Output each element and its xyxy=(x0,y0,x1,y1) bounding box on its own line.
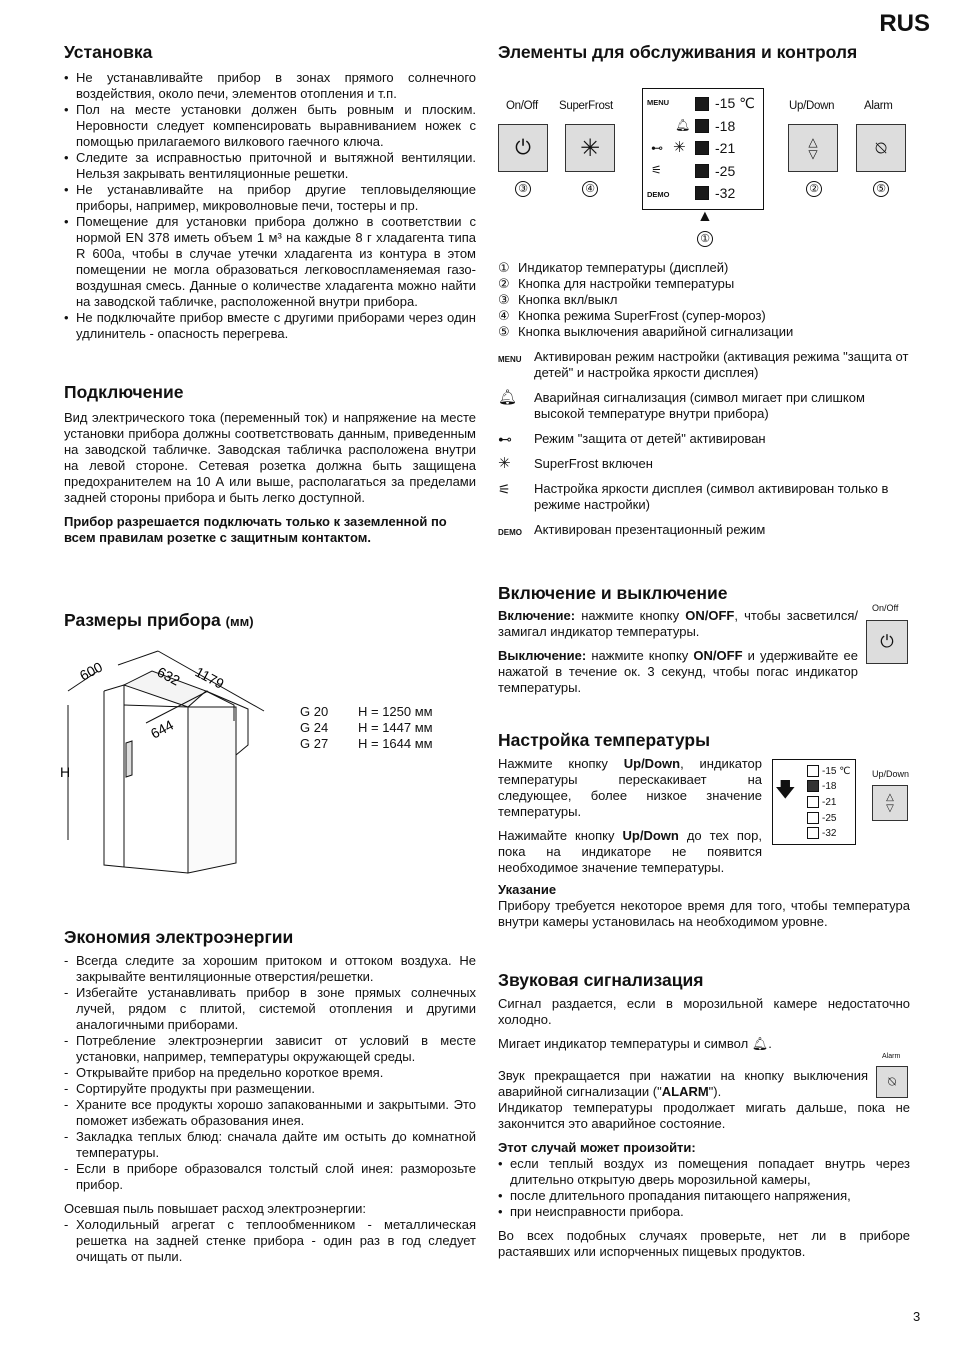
table-row: G 20 H = 1250 мм xyxy=(300,704,433,719)
energy-dust-list xyxy=(64,1217,476,1265)
onoff-off-text: Выключение: нажмите кнопку ON/OFF и удерживайте ее нажатой в течение ок. 3 секунд, чтобы погас индикатор температуры. xyxy=(498,648,858,695)
callout-1: ① xyxy=(697,231,713,247)
alarm-off-icon: ⍉ xyxy=(875,137,887,158)
key-icon: ⊷ xyxy=(498,431,512,447)
temperature-display xyxy=(642,88,764,210)
alarm-p2: Мигает индикатор температуры и символ 🔔︎. xyxy=(498,1036,772,1051)
temp-row: -18 xyxy=(695,118,735,134)
temp-row: -32 xyxy=(807,827,836,839)
alarm-section-text xyxy=(498,996,910,1052)
list-item: • Не устанавливайте прибор в зонах прямого солнечного воздействия, около печи, элементов отопления и т.п. xyxy=(64,70,476,102)
up-down-arrows-icon: △ ▽ xyxy=(808,135,818,161)
updown-label: Up/Down xyxy=(789,100,835,112)
list-item: • Пол на месте установки должен быть ровным и плоским. Неровности следует компенсировать выравниванием ножек с помощью прилагаемого вилкового гаечного ключа. xyxy=(64,102,476,150)
list-item: ① Индикатор температуры (дисплей) xyxy=(498,260,729,275)
list-item: ⑤ Кнопка выключения аварийной сигнализации xyxy=(498,324,794,339)
connection-title: Подключение xyxy=(64,382,184,402)
list-item: • при неисправности прибора. xyxy=(498,1204,910,1220)
list-item: - Сортируйте продукты при размещении. xyxy=(64,1081,476,1097)
connection-warning: Прибор разрешается подключать только к заземленной по всем правилам розетке с защитным контактом. xyxy=(64,514,447,545)
temp-row: -15 ℃ xyxy=(695,95,755,112)
brightness-icon: ⚟ xyxy=(651,163,662,177)
alarm-off-icon: ⍉ xyxy=(888,1074,896,1089)
models-table xyxy=(300,704,433,752)
alarm-p4: Индикатор температуры продолжает мигать дальше, пока не закончится это аварийное состояние. xyxy=(498,1100,910,1131)
list-item: • если теплый воздух из помещения попадает внутрь через длительно открытую дверь морозильной камеры, xyxy=(498,1156,910,1188)
dimensions-unit: (мм) xyxy=(225,614,254,629)
list-item: • Следите за исправностью приточной и вытяжной вентиляции. Нельзя закрывать вентиляционные решетки. xyxy=(64,150,476,182)
temp-p1: Нажмите кнопку Up/Down, индикатор температуры перескакивает на следующее, более низкое значение температуры. xyxy=(498,756,762,819)
alarm-small-label: Alarm xyxy=(882,1053,901,1060)
symbols-list xyxy=(498,349,910,541)
installation-title: Установка xyxy=(64,42,153,62)
list-item: ⊷ Режим "защита от детей" активирован xyxy=(498,431,766,447)
table-row: G 27 H = 1644 мм xyxy=(300,736,433,751)
list-item: ⚟ Настройка яркости дисплея (символ активирован только в режиме настройки) xyxy=(498,481,889,512)
superfrost-button[interactable] xyxy=(565,124,615,172)
alarm-bell-icon: 🔔︎ xyxy=(498,389,518,406)
alarm-p1: Сигнал раздается, если в морозильной камере недостаточно холодно. xyxy=(498,996,910,1027)
arrow-up-icon: ▲ xyxy=(697,208,713,225)
list-item: MENU Активирован режим настройки (активация режима "защита от детей" и настройка яркости дисплея) xyxy=(498,349,909,380)
temp-row: -18 xyxy=(807,780,836,792)
callout-5: ⑤ xyxy=(873,181,889,197)
arrow-down-icon: 🡇 xyxy=(775,779,796,801)
temp-row: -15 ℃ xyxy=(807,765,850,777)
list-item: - Избегайте устанавливать прибор в зоне прямых солнечных лучей, рядом с плитой, системой отопления и другими аналогичными приборами. xyxy=(64,985,476,1033)
alarm-cases-title: Этот случай может произойти: xyxy=(498,1140,696,1155)
menu-indicator: MENU xyxy=(647,98,670,107)
key-icon: ⊷ xyxy=(651,141,663,155)
list-item: - Храните все продукты хорошо запакованными и закрытыми. Это поможет избежать образования инея. xyxy=(64,1097,476,1129)
onoff-on-text: Включение: нажмите кнопку ON/OFF, чтобы засветился/замигал индикатор температуры. xyxy=(498,608,858,639)
onoff-section-text xyxy=(498,608,858,696)
temp-note xyxy=(498,882,910,930)
temp-row: -32 xyxy=(695,185,735,201)
energy-list xyxy=(64,953,476,1193)
energy-dust-text: Осевшая пыль повышает расход электроэнергии: xyxy=(64,1201,366,1216)
temp-row: -21 xyxy=(807,796,836,808)
alarm-cases-list xyxy=(498,1156,910,1220)
list-item: ③ Кнопка вкл/выкл xyxy=(498,292,618,307)
list-item: • Не устанавливайте на прибор другие тепловыделяющие приборы, например, микроволновые печи, тостеры и пр. xyxy=(64,182,476,214)
left-column xyxy=(64,42,476,546)
list-item: - Потребление электроэнергии зависит от условий в месте установки, например, температуры окружающей среды. xyxy=(64,1033,476,1065)
temp-section-title: Настройка температуры xyxy=(498,730,711,750)
list-item: - Открывайте прибор на предельно короткое время. xyxy=(64,1065,476,1081)
dim-depth2-label: 644 xyxy=(147,716,177,742)
language-badge: RUS xyxy=(879,10,930,37)
callout-2: ② xyxy=(806,181,822,197)
dim-door-label: 1179 xyxy=(192,663,227,692)
alarm-section-title: Звуковая сигнализация xyxy=(498,970,704,990)
brightness-icon: ⚟ xyxy=(498,481,511,497)
superfrost-label: SuperFrost xyxy=(559,100,613,112)
onoff-section-title: Включение и выключение xyxy=(498,583,728,603)
alarm-small-button[interactable] xyxy=(876,1066,908,1098)
list-item: ④ Кнопка режима SuperFrost (супер-мороз) xyxy=(498,308,766,323)
onoff-small-button[interactable] xyxy=(866,620,908,664)
up-down-arrows-icon: △ ▽ xyxy=(886,792,894,814)
list-item: - Всегда следите за хорошим притоком и оттоком воздуха. Не закрывайте вентиляционные отверстия/решетки. xyxy=(64,953,476,985)
connection-text: Вид электрического тока (переменный ток) и напряжение на месте установки прибора должны соответствовать данным, приведенным на заводской табличке. Заводская табличка расположена внутри на левой стороне. Сетевая розетка должна быть защищена предохранителем на 10 А или выше, располагаться за пределами задней стороны прибора и быть легко доступной. xyxy=(64,410,476,505)
alarm-final: Во всех подобных случаях проверьте, нет ли в приборе растаявших или испорченных пищевых продуктов. xyxy=(498,1228,910,1259)
temp-note-text: Прибору требуется некоторое время для того, чтобы температура внутри камеры установилась на необходимом уровне. xyxy=(498,898,910,929)
temp-row: -21 xyxy=(695,140,735,156)
onoff-button[interactable] xyxy=(498,124,548,172)
alarm-bell-icon: 🔔︎ xyxy=(675,118,691,132)
fridge-dimensions-diagram xyxy=(58,645,288,875)
dim-depth-label: 632 xyxy=(154,663,183,689)
snowflake-indicator-icon: ✳ xyxy=(673,139,686,156)
power-icon: ⏻ xyxy=(880,632,894,651)
power-icon: ⏻ xyxy=(515,136,531,159)
temp-mini-display xyxy=(772,759,856,845)
dimensions-title: Размеры прибора (мм) xyxy=(64,610,254,630)
list-item: - Если в приборе образовался толстый слой инея: разморозьте прибор. xyxy=(64,1161,476,1193)
controls-legend xyxy=(498,260,910,340)
temp-note-title: Указание xyxy=(498,882,557,897)
dim-width-label: 600 xyxy=(76,658,106,684)
temp-section-text xyxy=(498,756,762,876)
alarm-section-text-2 xyxy=(498,1068,868,1100)
energy-title: Экономия электроэнергии xyxy=(64,927,294,947)
list-item: • Не подключайте прибор вместе с другими приборами через один удлинитель - опасность перегрева. xyxy=(64,310,476,342)
updown-small-button[interactable] xyxy=(872,785,908,821)
dim-height-label: H xyxy=(60,764,71,780)
callout-4: ④ xyxy=(582,181,598,197)
list-item: ② Кнопка для настройки температуры xyxy=(498,276,735,291)
list-item: • Помещение для установки прибора должно в соответствии с нормой EN 378 иметь объем 1 м³ на каждые 8 г хладагента типа R 600a, чтобы в случае утечки хладагента из контура в этом помещении не могла образоваться легковоспламеняемая газо-воздушная смесь. Данные о количестве хладагента можно найти на заводской табличке, расположенной внутри прибора. xyxy=(64,214,476,310)
list-item: • после длительного пропадания питающего напряжения, xyxy=(498,1188,910,1204)
list-item: DEMO Активирован презентационный режим xyxy=(498,522,766,537)
energy-section xyxy=(64,927,476,1265)
list-item: - Закладка теплых блюд: сначала дайте им остыть до комнатной температуры. xyxy=(64,1129,476,1161)
alarm-p3: Звук прекращается при нажатии на кнопку выключения аварийной сигнализации ("ALARM"). xyxy=(498,1068,868,1099)
onoff-label: On/Off xyxy=(506,100,538,112)
alarm-section-text-3 xyxy=(498,1100,910,1260)
page-number: 3 xyxy=(913,1309,921,1324)
temp-row: -25 xyxy=(807,812,836,824)
alarm-label: Alarm xyxy=(864,100,893,112)
alarm-bell-icon: 🔔︎ xyxy=(751,1036,769,1051)
snowflake-icon: ✳ xyxy=(498,455,511,472)
callout-3: ③ xyxy=(515,181,531,197)
temp-p2: Нажимайте кнопку Up/Down до тех пор, пока на индикаторе не появится необходимое значение температуры. xyxy=(498,828,762,875)
installation-list xyxy=(64,70,476,342)
list-item: 🔔︎ Аварийная сигнализация (символ мигает при слишком высокой температуре внутри прибора) xyxy=(498,389,865,421)
demo-indicator: DEMO xyxy=(647,190,670,199)
list-item: - Холодильный агрегат с теплообменником - металлическая решетка на задней стенке прибора - один раз в год следует очищать от пыли. xyxy=(64,1217,476,1265)
controls-title: Элементы для обслуживания и контроля xyxy=(498,42,858,62)
list-item: ✳ SuperFrost включен xyxy=(498,455,653,472)
alarm-button[interactable] xyxy=(856,124,906,172)
snowflake-icon: ✳ xyxy=(579,134,601,162)
temp-row: -25 xyxy=(695,163,735,179)
updown-small-label: Up/Down xyxy=(872,769,910,779)
table-row: G 24 H = 1447 мм xyxy=(300,720,433,735)
updown-button[interactable] xyxy=(788,124,838,172)
onoff-small-label: On/Off xyxy=(872,603,899,613)
